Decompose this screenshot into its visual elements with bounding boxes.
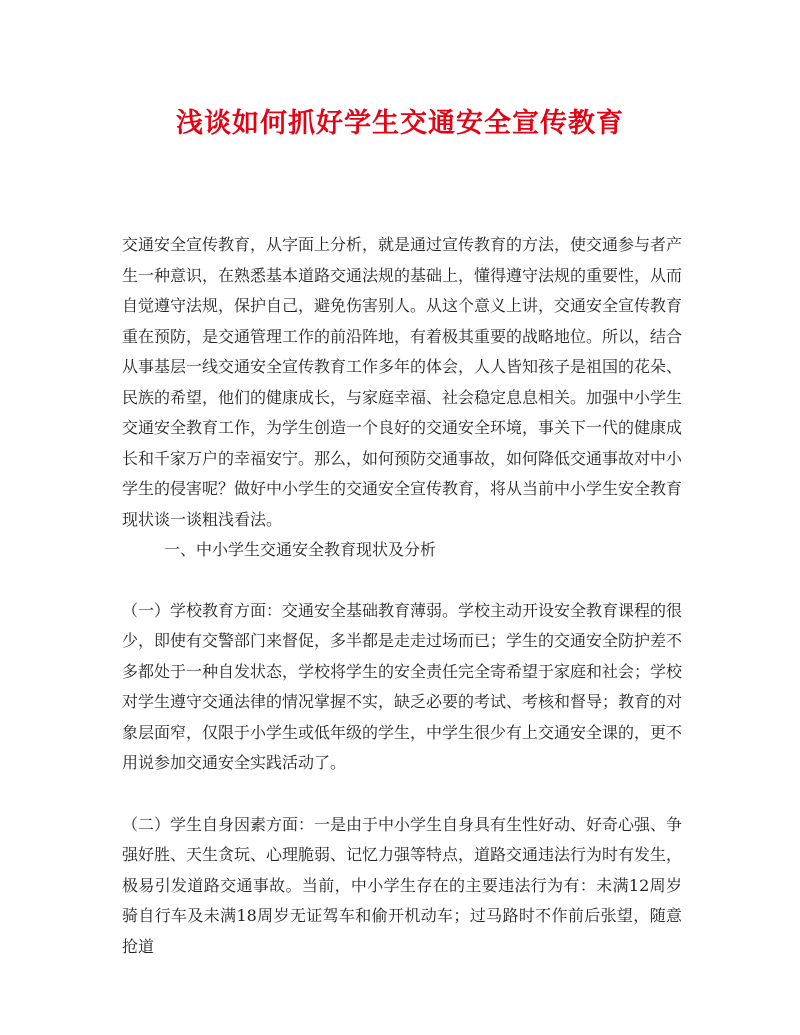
paragraph-intro: 交通安全宣传教育，从字面上分析，就是通过宣传教育的方法，使交通参与者产生一种意识，在熟悉基本道路交通法规的基础上，懂得遵守法规的重要性，从而自觉遵守法规，保护自己，避免伤害别人。从这个意义上讲，交通安全宣传教育重在预防，是交通管理工作的前沿阵地，有着极其重要的战略地位。所以，结合从事基层一线交通安全宣传教育工作多年的体会，人人皆知孩子是祖国的花朵、民族的希望，他们的健康成长，与家庭幸福、社会稳定息息相关。加强中小学生交通安全教育工作，为学生创造一个良好的交通安全环境，事关下一代的健康成长和千家万户的幸福安宁。那么，如何预防交通事故，如何降低交通事故对中小学生的侵害呢？做好中小学生的交通安全宣传教育，将从当前中小学生安全教育现状谈一谈粗浅看法。 bbox=[122, 235, 683, 529]
section-heading: 一、中小学生交通安全教育现状及分析 bbox=[164, 540, 437, 559]
paragraph-student-factors: （二）学生自身因素方面：一是由于中小学生自身具有生性好动、好奇心强、争强好胜、天生贪玩、心理脆弱、记忆力强等特点，道路交通违法行为时有发生，极易引发道路交通事故。当前，中小学生存在的主要违法行为有：未满12周岁骑自行车及未满18周岁无证驾车和偷开机动车；过马路时不作前后张望，随意抢道 bbox=[122, 814, 683, 956]
paragraph-spacer bbox=[122, 566, 682, 596]
paragraph-spacer bbox=[122, 779, 682, 810]
paragraph-school-education: （一）学校教育方面：交通安全基础教育薄弱。学校主动开设安全教育课程的很少，即使有交警部门来督促，多半都是走走过场而已；学生的交通安全防护差不多都处于一种自发状态，学校将学生的安全责任完全寄希望于家庭和社会；学校对学生遵守交通法律的情况掌握不实，缺乏必要的考试、考核和督导；教育的对象层面窄，仅限于小学生或低年级的学生，中学生很少有上交通安全课的，更不用说参加交通安全实践活动了。 bbox=[122, 600, 683, 772]
document-body bbox=[122, 230, 682, 962]
document-title: 浅谈如何抓好学生交通安全宣传教育 bbox=[176, 108, 624, 139]
